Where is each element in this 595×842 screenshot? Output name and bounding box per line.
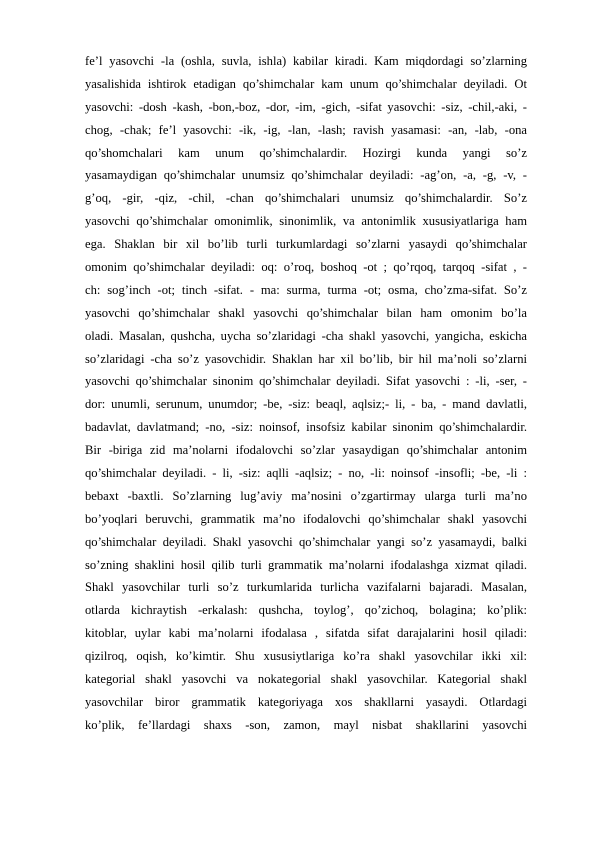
text-line: kitoblar, uylar kabi ma’nolarni ifodalasa , sifatda sifat darajalarini hosil qiladi:	[85, 626, 527, 641]
text-line: yasovchilar biror grammatik kategoriyaga xos shakllarni yasaydi. Otlardagi	[85, 694, 527, 709]
text-line: dor: unumli, serunum, unumdor; -be, -siz: beaql, aqlsiz;- li, - ba, - mand davlatli,	[85, 397, 527, 412]
text-line: chog, -chak; fe’l yasovchi: -ik, -ig, -lan, -lash; ravish yasamasi: -an, -lab, -ona	[85, 122, 527, 137]
text-line: yasovchi qo’shimchalar omonimlik, sinonimlik, va antonimlik xususiyatlariga ham	[85, 214, 527, 229]
text-line: ko’plik, fe’llardagi shaxs -son, zamon, mayl nisbat shakllarini yasovchi	[85, 717, 527, 732]
text-line: yasalishida ishtirok etadigan qo’shimchalar kam unum qo’shimchalar deyiladi. Ot	[85, 76, 527, 91]
text-line: fe’l yasovchi -la (oshla, suvla, ishla) kabilar kiradi. Kam miqdordagi so’zlarning	[85, 54, 527, 68]
text-line: otlarda kichraytish -erkalash: qushcha, toylog’, qo’zichoq, bolagina; ko’plik:	[85, 603, 527, 618]
text-line: qo’shimchalar deyiladi. - li, -siz: aqlli -aqlsiz; - no, -li: noinsof -insofli; -be, -li :	[85, 466, 527, 481]
text-line: Shakl yasovchilar turli so’z turkumlarida turlicha vazifalarni bajaradi. Masalan,	[85, 580, 527, 595]
text-line: qo’shimchalar deyiladi. Shakl yasovchi qo’shimchalar yangi so’z yasamaydi, balki	[85, 534, 527, 549]
body-text	[85, 50, 527, 737]
text-line: bebaxt -baxtli. So’zlarning lug’aviy ma’nosini o’zgartirmay ularga turli ma’no	[85, 488, 527, 503]
text-line: omonim qo’shimchalar deyiladi: oq: o’roq, boshoq -ot ; qo’rqoq, tarqoq -sifat , -	[85, 260, 527, 275]
text-line: qizilroq, oqish, ko’kimtir. Shu xususiytlariga ko’ra shakl yasovchilar ikki xil:	[85, 649, 527, 664]
text-line: ch: sog’inch -ot; tinch -sifat. - ma: surma, turma -ot; osma, cho’zma-sifat. So’z	[85, 282, 527, 297]
text-line: yasovchi qo’shimchalar shakl yasovchi qo’shimchalar bilan ham omonim bo’la	[85, 305, 527, 320]
text-line: so’zlaridagi -cha so’z yasovchidir. Shaklan har xil bo’lib, bir hil ma’noli so’zlarni	[85, 351, 527, 366]
text-line: yasamaydigan qo’shimchalar unumsiz qo’shimchalar deyiladi: -ag’on, -a, -g, -v, -	[85, 168, 527, 183]
text-line: bo’yoqlari beruvchi, grammatik ma’no ifodalovchi qo’shimchalar shakl yasovchi	[85, 511, 527, 526]
text-line: ega. Shaklan bir xil bo’lib turli turkumlardagi so’zlarni yasaydi qo’shimchalar	[85, 237, 527, 252]
text-line: oladi. Masalan, qushcha, uycha so’zlaridagi -cha shakl yasovchi, yangicha, eskicha	[85, 328, 527, 343]
text-line: kategorial shakl yasovchi va nokategorial shakl yasovchilar. Kategorial shakl	[85, 672, 527, 687]
text-line: badavlat, davlatmand; -no, -siz: noinsof, insofsiz kabilar sinonim qo’shimchalardir.	[85, 420, 527, 435]
text-line: so’zning shaklini hosil qilib turli grammatik ma’nolarni ifodalashga xizmat qiladi.	[85, 557, 527, 572]
text-line: Bir -biriga zid ma’nolarni ifodalovchi so’zlar yasaydigan qo’shimchalar antonim	[85, 443, 527, 458]
text-line: qo’shomchalari kam unum qo’shimchalardir. Hozirgi kunda yangi so’z	[85, 145, 527, 160]
text-line: yasovchi: -dosh -kash, -bon,-boz, -dor, -im, -gich, -sifat yasovchi: -siz, -chil,-aki, -	[85, 99, 527, 114]
text-line: g’oq, -gir, -qiz, -chil, -chan qo’shimchalari unumsiz qo’shimchalardir. So’z	[85, 191, 527, 206]
text-line: yasovchi qo’shimchalar sinonim qo’shimchalar deyiladi. Sifat yasovchi : -li, -ser, -	[85, 374, 527, 389]
